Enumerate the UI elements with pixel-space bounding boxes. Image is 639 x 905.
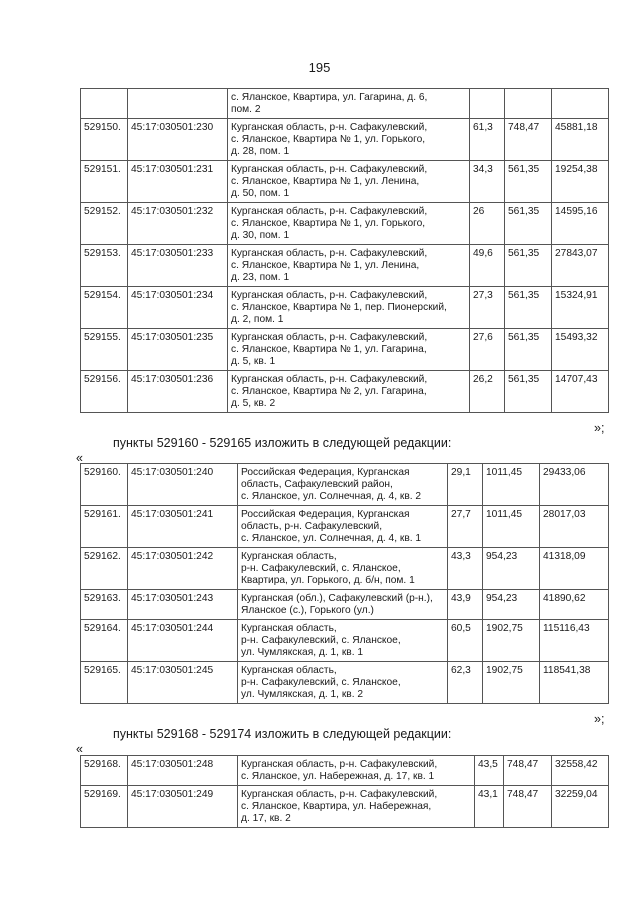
unit-value-cell: 561,35 xyxy=(505,329,552,371)
area-cell: 27,7 xyxy=(448,506,483,548)
cadastral-number-cell: 45:17:030501:243 xyxy=(128,590,238,620)
unit-value-cell: 561,35 xyxy=(505,161,552,203)
table-row xyxy=(81,590,609,620)
cadastral-number-cell: 45:17:030501:233 xyxy=(128,245,228,287)
cadastral-value-cell: 28017,03 xyxy=(540,506,609,548)
address-cell: Курганская область, р-н. Сафакулевский, с. Яланское, ул. Чумлякская, д. 1, кв. 2 xyxy=(238,662,448,704)
item-number-cell: 529165. xyxy=(81,662,128,704)
cadastral-number-cell: 45:17:030501:245 xyxy=(128,662,238,704)
address-cell: Российская Федерация, Курганская область, р-н. Сафакулевский, с. Яланское, ул. Солнечная, д. 4, кв. 1 xyxy=(238,506,448,548)
area-cell: 60,5 xyxy=(448,620,483,662)
table-row xyxy=(81,245,609,287)
item-number-cell: 529162. xyxy=(81,548,128,590)
closing-quote-mark: »; xyxy=(594,712,605,726)
unit-value-cell: 954,23 xyxy=(483,590,540,620)
table-row xyxy=(81,464,609,506)
address-cell: Курганская область, р-н. Сафакулевский, с. Яланское, Квартира, ул. Горького, д. б/н, пом. 1 xyxy=(238,548,448,590)
amendment-paragraph: пункты 529160 - 529165 изложить в следующей редакции: xyxy=(113,436,452,450)
area-cell: 43,3 xyxy=(448,548,483,590)
unit-value-cell: 561,35 xyxy=(505,245,552,287)
cadastral-value-cell: 29433,06 xyxy=(540,464,609,506)
address-cell: Курганская область, р-н. Сафакулевский, с. Яланское, Квартира № 1, ул. Гагарина, д. 5, кв. 1 xyxy=(228,329,470,371)
item-number-cell: 529150. xyxy=(81,119,128,161)
area-cell: 34,3 xyxy=(470,161,505,203)
cadastral-value-cell: 41890,62 xyxy=(540,590,609,620)
item-number-cell: 529156. xyxy=(81,371,128,413)
opening-quote-mark: « xyxy=(76,742,83,756)
item-number-cell: 529164. xyxy=(81,620,128,662)
cadastral-number-cell: 45:17:030501:234 xyxy=(128,287,228,329)
item-number-cell: 529154. xyxy=(81,287,128,329)
address-cell: Курганская область, р-н. Сафакулевский, с. Яланское, Квартира № 2, ул. Гагарина, д. 5, кв. 2 xyxy=(228,371,470,413)
area-cell: 43,1 xyxy=(475,786,504,828)
area-cell: 61,3 xyxy=(470,119,505,161)
area-cell xyxy=(470,89,505,119)
table-row xyxy=(81,329,609,371)
cadastral-value-cell: 41318,09 xyxy=(540,548,609,590)
area-cell: 29,1 xyxy=(448,464,483,506)
table-row xyxy=(81,756,609,786)
cadastral-value-cell: 115116,43 xyxy=(540,620,609,662)
cadastral-number-cell: 45:17:030501:236 xyxy=(128,371,228,413)
item-number-cell: 529151. xyxy=(81,161,128,203)
unit-value-cell: 561,35 xyxy=(505,203,552,245)
registry-table-3 xyxy=(80,755,609,828)
item-number-cell: 529160. xyxy=(81,464,128,506)
item-number-cell: 529152. xyxy=(81,203,128,245)
cadastral-number-cell: 45:17:030501:242 xyxy=(128,548,238,590)
area-cell: 26,2 xyxy=(470,371,505,413)
cadastral-number-cell: 45:17:030501:248 xyxy=(128,756,238,786)
cadastral-value-cell: 32558,42 xyxy=(552,756,609,786)
page-number: 195 xyxy=(308,60,331,75)
item-number-cell: 529169. xyxy=(81,786,128,828)
item-number-cell: 529153. xyxy=(81,245,128,287)
unit-value-cell: 748,47 xyxy=(505,119,552,161)
table-row xyxy=(81,662,609,704)
cadastral-value-cell: 32259,04 xyxy=(552,786,609,828)
cadastral-number-cell: 45:17:030501:235 xyxy=(128,329,228,371)
cadastral-value-cell: 118541,38 xyxy=(540,662,609,704)
item-number-cell: 529161. xyxy=(81,506,128,548)
cadastral-value-cell xyxy=(552,89,609,119)
item-number-cell: 529155. xyxy=(81,329,128,371)
unit-value-cell: 561,35 xyxy=(505,287,552,329)
unit-value-cell xyxy=(505,89,552,119)
cadastral-value-cell: 27843,07 xyxy=(552,245,609,287)
amendment-paragraph: пункты 529168 - 529174 изложить в следующей редакции: xyxy=(113,727,452,741)
address-cell: Курганская область, р-н. Сафакулевский, с. Яланское, Квартира № 1, ул. Ленина, д. 23, пом. 1 xyxy=(228,245,470,287)
registry-table-1 xyxy=(80,88,609,413)
unit-value-cell: 1011,45 xyxy=(483,464,540,506)
table-row xyxy=(81,161,609,203)
cadastral-number-cell: 45:17:030501:230 xyxy=(128,119,228,161)
address-cell: Курганская область, р-н. Сафакулевский, с. Яланское, Квартира № 1, пер. Пионерский, д. 2, пом. 1 xyxy=(228,287,470,329)
address-cell: Российская Федерация, Курганская область, Сафакулевский район, с. Яланское, ул. Солнечная, д. 4, кв. 2 xyxy=(238,464,448,506)
cadastral-number-cell: 45:17:030501:241 xyxy=(128,506,238,548)
unit-value-cell: 1902,75 xyxy=(483,662,540,704)
area-cell: 62,3 xyxy=(448,662,483,704)
table-row xyxy=(81,287,609,329)
area-cell: 49,6 xyxy=(470,245,505,287)
address-cell: Курганская область, р-н. Сафакулевский, с. Яланское, ул. Чумлякская, д. 1, кв. 1 xyxy=(238,620,448,662)
cadastral-value-cell: 45881,18 xyxy=(552,119,609,161)
table-row xyxy=(81,786,609,828)
table-row xyxy=(81,506,609,548)
area-cell: 27,3 xyxy=(470,287,505,329)
cadastral-value-cell: 14595,16 xyxy=(552,203,609,245)
item-number-cell: 529168. xyxy=(81,756,128,786)
item-number-cell: 529163. xyxy=(81,590,128,620)
address-cell: Курганская (обл.), Сафакулевский (р-н.), Яланское (с.), Горького (ул.) xyxy=(238,590,448,620)
table-row xyxy=(81,119,609,161)
unit-value-cell: 561,35 xyxy=(505,371,552,413)
unit-value-cell: 748,47 xyxy=(504,786,552,828)
address-cell: Курганская область, р-н. Сафакулевский, с. Яланское, Квартира № 1, ул. Ленина, д. 50, пом. 1 xyxy=(228,161,470,203)
cadastral-value-cell: 14707,43 xyxy=(552,371,609,413)
table-row xyxy=(81,203,609,245)
area-cell: 43,5 xyxy=(475,756,504,786)
cadastral-number-cell: 45:17:030501:232 xyxy=(128,203,228,245)
area-cell: 43,9 xyxy=(448,590,483,620)
address-cell: Курганская область, р-н. Сафакулевский, с. Яланское, Квартира, ул. Набережная, д. 17, кв. 2 xyxy=(238,786,475,828)
address-cell: Курганская область, р-н. Сафакулевский, с. Яланское, Квартира № 1, ул. Горького, д. 30, пом. 1 xyxy=(228,203,470,245)
closing-quote-mark: »; xyxy=(594,421,605,435)
address-cell: с. Яланское, Квартира, ул. Гагарина, д. 6, пом. 2 xyxy=(228,89,470,119)
unit-value-cell: 1011,45 xyxy=(483,506,540,548)
cadastral-number-cell: 45:17:030501:244 xyxy=(128,620,238,662)
area-cell: 27,6 xyxy=(470,329,505,371)
cadastral-number-cell xyxy=(128,89,228,119)
table-row xyxy=(81,371,609,413)
table-row xyxy=(81,89,609,119)
address-cell: Курганская область, р-н. Сафакулевский, с. Яланское, Квартира № 1, ул. Горького, д. 28, пом. 1 xyxy=(228,119,470,161)
unit-value-cell: 748,47 xyxy=(504,756,552,786)
cadastral-value-cell: 15493,32 xyxy=(552,329,609,371)
cadastral-number-cell: 45:17:030501:231 xyxy=(128,161,228,203)
table-row xyxy=(81,620,609,662)
address-cell: Курганская область, р-н. Сафакулевский, с. Яланское, ул. Набережная, д. 17, кв. 1 xyxy=(238,756,475,786)
unit-value-cell: 1902,75 xyxy=(483,620,540,662)
cadastral-value-cell: 19254,38 xyxy=(552,161,609,203)
unit-value-cell: 954,23 xyxy=(483,548,540,590)
opening-quote-mark: « xyxy=(76,451,83,465)
item-number-cell xyxy=(81,89,128,119)
cadastral-number-cell: 45:17:030501:240 xyxy=(128,464,238,506)
table-row xyxy=(81,548,609,590)
cadastral-number-cell: 45:17:030501:249 xyxy=(128,786,238,828)
cadastral-value-cell: 15324,91 xyxy=(552,287,609,329)
area-cell: 26 xyxy=(470,203,505,245)
registry-table-2 xyxy=(80,463,609,704)
